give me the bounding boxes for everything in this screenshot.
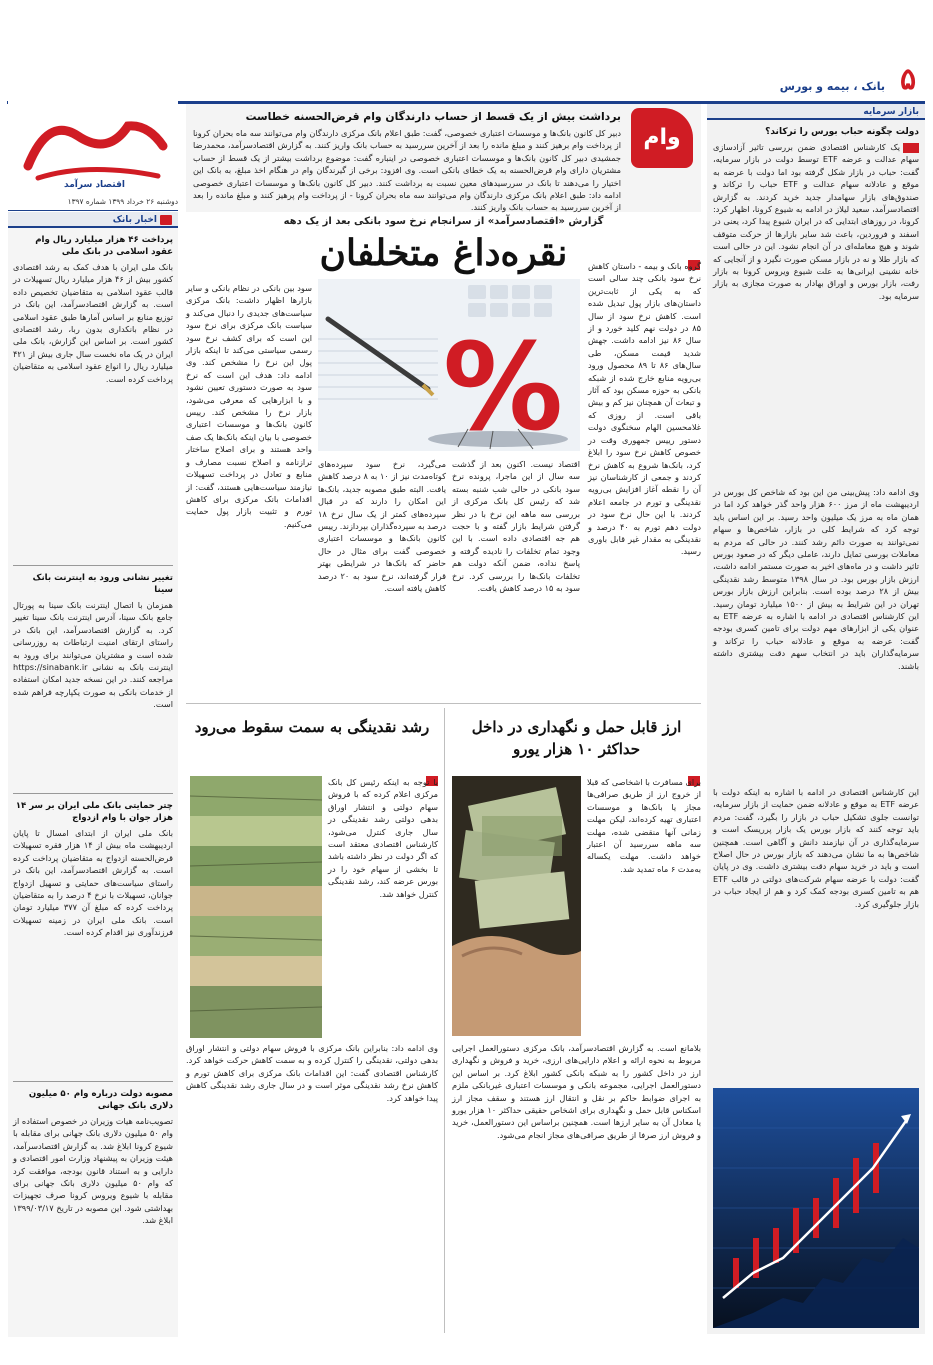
feature-image bbox=[318, 279, 580, 458]
news-title-1: پرداخت ۴۶ هزار میلیارد ریال وام عقود اسلامی در بانک ملی bbox=[35, 235, 173, 257]
feature-col-3: می‌گیرد، نرخ سود سپرده‌های کوتاه‌مدت نیز از ۱۰ به ۸ درصد کاهش یافت. البته طبق مصوبه جدید، بانک‌ها این امکان را دارند که در قبال سپرده‌های کمتر از یک سال نرخ ۱۸ درصد به سپرده‌گذاران بپردازند. رییس کانون بانک‌ها و موسسات اعتباری خصوصی گفت برای مثال در حال حاضر که بانک‌ها در شرایطی بهتر قرار گرفته‌اند، نرخ سود به ۲۰ درصد کاهش یافته است. bbox=[318, 459, 446, 594]
banknotes-image bbox=[190, 776, 322, 1038]
feature-col-2: اقتصاد نیست. اکنون بعد از گذشت سه سال از این ماجرا، پرونده نرخ سود بانکی در حالی شب شنبه بسته شد که رئیس کل بانک مرکزی از بررسی سه ماهه این نرخ با در نظر گرفتن شرایط بازار گفته و با حجت هم جه اقتصادی داده است. با این وجود تمام تخلفات را نادیده گرفته و پاسخ نداده، ضمن آنکه دولت هم تخلفات بانک‌ها را بررسی کرد. نرخ سود به ۱۵ درصد کاهش یافت. bbox=[452, 459, 580, 594]
page-number: ۵ bbox=[899, 62, 917, 97]
currency-image bbox=[452, 776, 581, 1036]
news-body-1: بانک ملی ایران با هدف کمک به رشد اقتصادی کشور بیش از ۴۶ هزار میلیارد ریال تسهیلات در قالب عقود اسلامی به متقاضیان تخصیص داده است. به گزارش اقتصادسرآمد، این بانک در توزیع منابع بر اساس آمارها طبق عقود اسلامی در نظام بانکداری بدون ربا، رشد اقتصادی کشور است. بر اساس این گزارش، بانک ملی ایران در یک ماه نخست سال جاری بیش از ۴۲۱ میلیارد ریال را انواع عقود اسلامی به متقاضیان پرداخت کرده است. bbox=[13, 262, 174, 384]
liquidity-story-title: رشد نقدینگی به سمت سقوط می‌رود bbox=[194, 718, 430, 736]
lead-story bbox=[186, 104, 701, 212]
issue-date: دوشنبه ۲۶ خرداد ۱۳۹۹ شماره ۱۳۹۷ bbox=[8, 197, 178, 211]
news-body-4: تصویب‌نامه هیات وزیران در خصوص استفاده از وام ۵۰ میلیون دلاری بانک جهانی برای مقابله با شیوع کرونا ابلاغ شد. به گزارش اقتصادسرآمد، هیئت وزیران به پیشنهاد وزارت امور اقتصادی و دارایی و به استناد قانون بودجه، موافقت کرد که وام ۵۰ میلیون دلاری بانک جهانی برای مقابله با شیوع ویروس کرونا صرف تجهیزات بهداشتی شود. این مصوبه در تاریخ ۱۳۹۹/۰۳/۱۷ ابلاغ شد. bbox=[13, 1116, 173, 1226]
bank-news-column bbox=[8, 212, 178, 1337]
feature-bottom-rule bbox=[186, 703, 701, 704]
news-divider bbox=[13, 1081, 173, 1082]
lead-body: دبیر کل کانون بانک‌ها و موسسات اعتباری خصوصی، گفت: طبق اعلام بانک مرکزی دارندگان وام می‌توانند سه ماه بحران کرونا از پرداخت وام برهیز کنند و مبلغ مانده را بعد از آخرین سررسید به حساب بانک واریز کنند. به گزارش اقتصادسرآمد، محمدرضا جمشیدی دبیر کل کانون بانک‌ها و موسسات اعتباری خصوصی در اینباره گفت: موضوع برداشت بیشتر از یک قسط از حساب مشتریان دارای وام قرض‌الحسنه به‌ یک خطای بانکی است. وی افزود: برخی از گیرندگان وام در هنگام اخذ مبلغ، به بانک این اختیار را می‌دهند تا بانک در سررسیدهای معین نسبت به برداشت کنند. دبیر کل کانون بانک‌ها و موسسات اعتباری خصوصی ادامه داد: طبق اعلام بانک مرکزی دارندگان وام می‌توانند سه ماه بحران کرونا - از پرداخت وام پرهیز کنند و مبلغ مانده را بعد از آخرین سررسید به حساب بانک واریز کنند. bbox=[193, 128, 621, 213]
market-header bbox=[707, 104, 925, 120]
feature-title: نقره‌داغ متخلفان bbox=[319, 232, 568, 274]
market-column bbox=[707, 104, 925, 1334]
market-header-label: بازار سرمایه bbox=[863, 107, 919, 117]
center-divider bbox=[444, 708, 445, 1333]
liquidity-story-body: وی ادامه داد: بنابراین بانک مرکزی با فروش سهام دولتی و انتشار اوراق بدهی دولتی، نقدینگی را کنترل کرده و به سمت کاهش حرکت خواهد کرد. کارشناس اقتصادی گفت: این اقدامات بانک مرکزی برای کاهش تورم و کاهش نرخ رشد نقدینگی موثر است و در سال جاری رشد نقدینگی کاهش پیدا خواهد کرد. bbox=[186, 1043, 438, 1103]
bank-news-header bbox=[8, 212, 178, 228]
currency-story-intro: برای مسافرت با اشخاصی که قبلا از خروج ارز از طریق صرافی‌ها مجاز یا بانک‌ها و موسسات اعتباری تهیه کرده‌اند، لیکن مهلت زمانی آنها منقضی شده، مهلت سه ماهه سررسید آن اعتبار خواهد داشت. مهلت یکساله به‌مدت ۶ ماه تمدید شد. bbox=[587, 777, 701, 874]
percent-symbol: % bbox=[442, 319, 564, 458]
feature-kicker: گزارش «اقتصادسرآمد» از سرانجام نرخ سود بانکی بعد از یک دهه bbox=[283, 216, 604, 227]
lead-title: برداشت بیش از یک قسط از حساب دارندگان وام قرض‌الحسنه خطاست bbox=[245, 110, 621, 123]
news-title-2: تغییر نشانی ورود به اینترنت بانک سینا bbox=[32, 573, 173, 595]
stock-chart-icon bbox=[713, 1088, 919, 1328]
section-logo-icon bbox=[160, 215, 172, 225]
feature-col-4: سود بین بانکی در نظام بانکی و سایر بازارها اظهار داشت: بانک مرکزی سیاست‌های جدیدی را دنبال می‌کند و سیاست بانک مرکزی برای نرخ سود این است که برای کشف نرخ سود رسمی سیاستی می‌کند تا اینکه بازار پول این نرخ را مشخص کند. وی ادامه داد: هدف این است که نرخ سود به صورت دستوری تعیین نشود و با ابزارهایی که معرفی می‌شود، بازار نرخ را مشخص کند. رییس کانون بانک‌ها و موسسات اعتباری خصوصی با بیان اینکه بانک‌ها یک صف واحد هستند و برای اصلاح ساختار ترازنامه و اصلاح نسبت مصارف و منابع و تعادل در پرداخت تسهیلات نیازمند سیاست‌هایی هستند، گفت: از اقدامات بانک مرکزی برای کاهش تورم و تثبیت بازار پول حمایت می‌کنیم. bbox=[186, 283, 312, 529]
currency-story-title: ارز قابل حمل و نگهداری در داخل حداکثر ۱۰ هزار یورو bbox=[471, 718, 682, 758]
news-title-4: مصوبه دولت درباره وام ۵۰ میلیون دلاری بانک جهانی bbox=[28, 1089, 173, 1111]
market-body-3: این کارشناس اقتصادی در ادامه با اشاره به اینکه دولت با عرضه ETF به موقع و عادلانه ضمن حمایت از بازار سرمایه، توانست جلوی تشکیل حباب در بازار را بگیرد، گفت: مردم باید توجه کنند که بازار بورس یک بازار پرریسک است و سرمایه‌گذاری در آن نیازمند دانش و آگاهی است. همچنین شاخص‌ها به ما نشان می‌دهند که بازار بورس در حال اصلاح است و باید در خرید سهام دقت بیشتری داشت. وی در پایان گفت: دولت با عرضه سهام شرکت‌های دولتی در قالب ETF هم به تامین کسری بودجه کمک کرد و هم از ایجاد حباب در بازار جلوگیری کرد. bbox=[713, 787, 919, 909]
market-title: دولت چگونه حباب بورس را ترکاند؟ bbox=[765, 127, 919, 137]
news-body-2: همزمان با اتصال اینترنت بانک سینا به پورتال جامع بانک سینا، آدرس اینترنت بانک سینا تغییر کرد. به گزارش اقتصادسرآمد، این بانک در راستای ارتقای امنیت ارتباطات به روزرسانی شده است و مشتریان می‌توانند برای ورود به اینترنت بانک به نشانی https://sinabank.ir مراجعه کنند. در این نسخه جدید امکان استفاده از خدمات بانکی به صورت یکپارچه فراهم شده است. bbox=[13, 600, 173, 710]
bank-news-header-label: اخبار بانک bbox=[112, 215, 157, 225]
section-title: بانک ، بیمه و بورس bbox=[779, 80, 885, 93]
liquidity-story-intro: با توجه به اینکه رئیس کل بانک مرکزی اعلام کرده که با فروش سهام دولتی و انتشار اوراق بدهی دولتی رشد نقدینگی در سال جاری کنترل می‌شود، کارشناس اقتصادی معتقد است که اگر دولت در نظر داشته باشد تا بخشی از سهام خود را در بورس عرضه کند، رشد نقدینگی کنترل خواهد شد. bbox=[328, 777, 438, 899]
news-title-3: چتر حمایتی بانک ملی ایران بر سر ۱۴ هزار جوان با وام ازدواج bbox=[15, 801, 173, 823]
money-hand-icon bbox=[452, 776, 581, 1036]
market-logo-icon bbox=[903, 143, 919, 153]
market-body-1: یک کارشناس اقتصادی ضمن بررسی تاثیر آزادسازی سهام عدالت و عرضه ETF توسط دولت در بازار سرمایه، گفت: حباب در بازار شکل گرفته بود اما دولت با عرضه به موقع و عادلانه سهام عدالت و ETF حباب را ترکاند و صندوق‌های بازار سهامدار جدید خرید کردند. به گزارش اقتصادسرآمد، سعید لیلاز در ادامه به شیوع کرونا، اظهار کرد: کرونا، در روزهای ابتدایی که در ایران شیوع پیدا کرد، یعنی در اسفند و فروردین، باعث شد سایر بازارها از حرکت متوقف شوند و هیچ معامله‌ای در آن انجام نشود. این در حالی است که بازار طلا و نه در بازار مسکن صورت نگیرد و از آنجایی که خانه نشینی ایرانی‌ها به علت شیوع ویروس کرونا به بازار رفت، بازار بورس و اوراق بهادار به صورت مجازی به بازار سرمایه بود. bbox=[713, 142, 920, 301]
percent-image-icon bbox=[318, 279, 580, 458]
lead-badge bbox=[631, 108, 693, 168]
lead-badge-label: وام bbox=[643, 125, 681, 150]
market-body-2: وی ادامه داد: پیش‌بینی من این بود که شاخص کل بورس در اردیبهشت ماه از مرز ۶۰۰ هزار واحد گذر خواهد کرد اما در همان ماه به مرز یک میلیون واحد رسید. بر این اساس باید توجه کرد که شرایط کلی در بازار، شاخص‌ها و سهام نمی‌توانند به صورت دائم رشد کنند. در حالی که مردم به معاملات بورسی تمایل دارند، عاملی دیگر که در صعود بورس تاثیر داشت و در ماه‌های اخیر به صورت مستمر ادامه داشت، ارزش بازار بورس بود. در سال ۱۳۹۸ متوسط رشد نقدینگی بیش از ۲۸ درصد بوده است. بنابراین ارزش بازار بورس تهران در این شرایط به بیش از ۱۵۰۰ میلیارد تومان رسید. این کارشناس اقتصادی در ادامه با اشاره به عرضه ETF به عنوان یکی از ابزارهای مهم دولت برای تامین کسری بودجه گفت: عرضه به موقع و عادلانه حباب را ترکاند و سرمایه‌گذاران باید در انتخاب سهم دقت بیشتری داشته باشند. bbox=[713, 487, 919, 671]
news-divider bbox=[13, 565, 173, 566]
newspaper-logo bbox=[8, 96, 178, 196]
stock-chart-image bbox=[713, 1088, 919, 1328]
news-body-3: بانک ملی ایران از ابتدای امسال تا پایان اردیبهشت ماه بیش از ۱۴ هزار فقره تسهیلات قرض‌الحسنه ازدواج به متقاضیان پرداخت کرده است. به گزارش اقتصادسرآمد، این بانک در راستای سیاست‌های حمایتی و تسهیل ازدواج جوانان، تسهیلات با نرخ ۴ درصد را به متقاضیان پرداخت کرده که مبلغ آن ۳۷۷ میلیارد تومان است. بانک ملی ایران در زمینه تسهیلات فرزندآوری نیز اقدام کرده است. bbox=[13, 828, 173, 938]
feature-col-1: گروه بانک و بیمه - داستان کاهش نرخ سود بانکی چند سالی است که به یکی از ثابت‌ترین داستان‌های بازار پول تبدیل شده است. کاهش نرخ سود از سال ۸۵ در دولت نهم کلید خورد و از سال ۸۶ نیز ادامه داشت. جهش شدید قیمت مسکن، طی سال‌های ۸۶ تا ۸۹ محصول ورود بی‌رویه منابع خارج شده از شبکه بانکی به حوزه مسکن بود که آثار و تبعات آن همچنان نیز کم و بیش باقی است. از روزی که غلامحسین الهام سخنگوی دولت دستور رییس جمهوری وقت در خصوص کاهش نرخ سود را ابلاغ کرد، بانک‌ها شروع به کاهش نرخ کردند و جمعی از کارشناسان نیز آن را نقطه آغاز افزایش بی‌رویه نقدینگی و تورم در جامعه اعلام کردند. با این حال نرخ سود در دولت دهم تورم به ۴۰ درصد و نقدینگی به مقدار غیر قابل باوری رسید. bbox=[588, 261, 701, 557]
currency-story-body: بلامانع است. به گزارش اقتصادسرآمد، بانک مرکزی دستورالعمل اجرایی مربوط به نحوه ارائه و اعلام دارایی‌های ارزی، خرید و فروش و نگهداری ارز در داخل کشور را به شبکه بانکی کشور ابلاغ کرد. بر اساس این دستورالعمل اجرایی، مجموعه بانکی و موسسات اعتباری غیربانکی ملزم به اجرای ضوابط حاکم بر نقل و انتقال ارز هستند و سقف مجاز ارز اسکناس قابل حمل و نگهداری برای اشخاص حقیقی حداکثر ۱۰ هزار یورو یا معادل آن به سایر ارزها است. همچنین براساس این دستورالعمل، خرید و فروش ارز صرفا از طریق صرافی‌های مجاز انجام می‌شود. bbox=[452, 1043, 701, 1140]
news-divider bbox=[13, 793, 173, 794]
logo-text: اقتصاد سرآمد bbox=[64, 180, 125, 190]
banknote-stack-icon bbox=[190, 776, 322, 1038]
